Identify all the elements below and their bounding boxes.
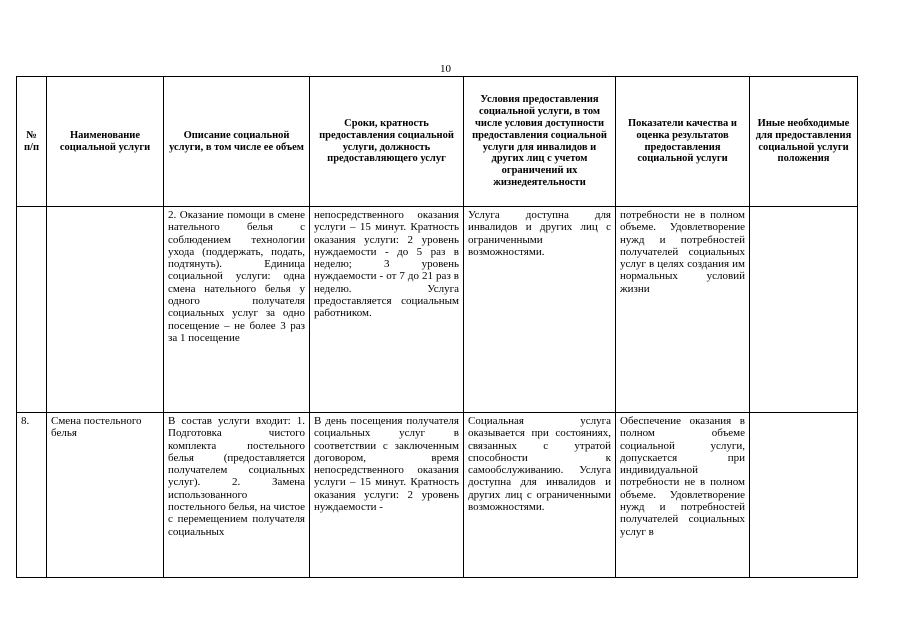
header-other: Иные необходимые для предоставления социальной услуги положения <box>750 77 858 207</box>
header-name: Наименование социальной услуги <box>47 77 164 207</box>
cell-quality: Обеспечение оказания в полном объеме социальной услуги, допускается при индивидуальной потребности не в полном объеме. Удовлетворение нужд и потребностей получателей социальных услуг в <box>616 413 750 578</box>
header-num: № п/п <box>17 77 47 207</box>
cell-other <box>750 413 858 578</box>
cell-description: 2. Оказание помощи в смене нательного белья с соблюдением технологии ухода (поддержать, подать, подтянуть). Единица социальной услуги: одна смена нательного белья у одного получателя социальных услуг за одно посещение – не более 3 раз за 1 посещение <box>164 207 310 413</box>
cell-conditions: Услуга доступна для инвалидов и других лиц с ограниченными возможностями. <box>464 207 616 413</box>
table-row <box>17 413 858 578</box>
cell-num <box>17 207 47 413</box>
cell-terms: В день посещения получателя социальных услуг в соответствии с заключенным договором, время непосредственного оказания услуги – 15 минут. Кратность оказания услуги: 2 уровень нуждаемости - <box>310 413 464 578</box>
cell-other <box>750 207 858 413</box>
services-table <box>16 76 858 578</box>
page-number: 10 <box>440 63 451 75</box>
table-row <box>17 207 858 413</box>
cell-terms: непосредственного оказания услуги – 15 минут. Кратность оказания услуги: 2 уровень нуждаемости - до 5 раз в неделю; 3 уровень нуждаемости - от 7 до 21 раз в неделю. Услуга предоставляется социальным работником. <box>310 207 464 413</box>
header-conditions: Условия предоставления социальной услуги, в том числе условия доступности предоставления социальной услуги для инвалидов и других лиц с учетом ограничений их жизнедеятельности <box>464 77 616 207</box>
header-row <box>17 77 858 207</box>
header-terms: Сроки, кратность предоставления социальной услуги, должность предоставляющего услуг <box>310 77 464 207</box>
header-quality: Показатели качества и оценка результатов предоставления социальной услуги <box>616 77 750 207</box>
cell-description: В состав услуги входит: 1. Подготовка чистого комплекта постельного белья (предоставляется получателем социальных услуг). 2. Замена использованного постельного белья, на чистое с перемещением получателя социальных <box>164 413 310 578</box>
cell-name: Смена постельного белья <box>47 413 164 578</box>
header-description: Описание социальной услуги, в том числе ее объем <box>164 77 310 207</box>
cell-conditions: Социальная услуга оказывается при состояниях, связанных с утратой способности к самообслуживанию. Услуга доступна для инвалидов и других лиц с ограниченными возможностями. <box>464 413 616 578</box>
cell-quality: потребности не в полном объеме. Удовлетворение нужд и потребностей получателей социальных услуг в целях создания им нормальных условий жизни <box>616 207 750 413</box>
cell-num: 8. <box>17 413 47 578</box>
cell-name <box>47 207 164 413</box>
